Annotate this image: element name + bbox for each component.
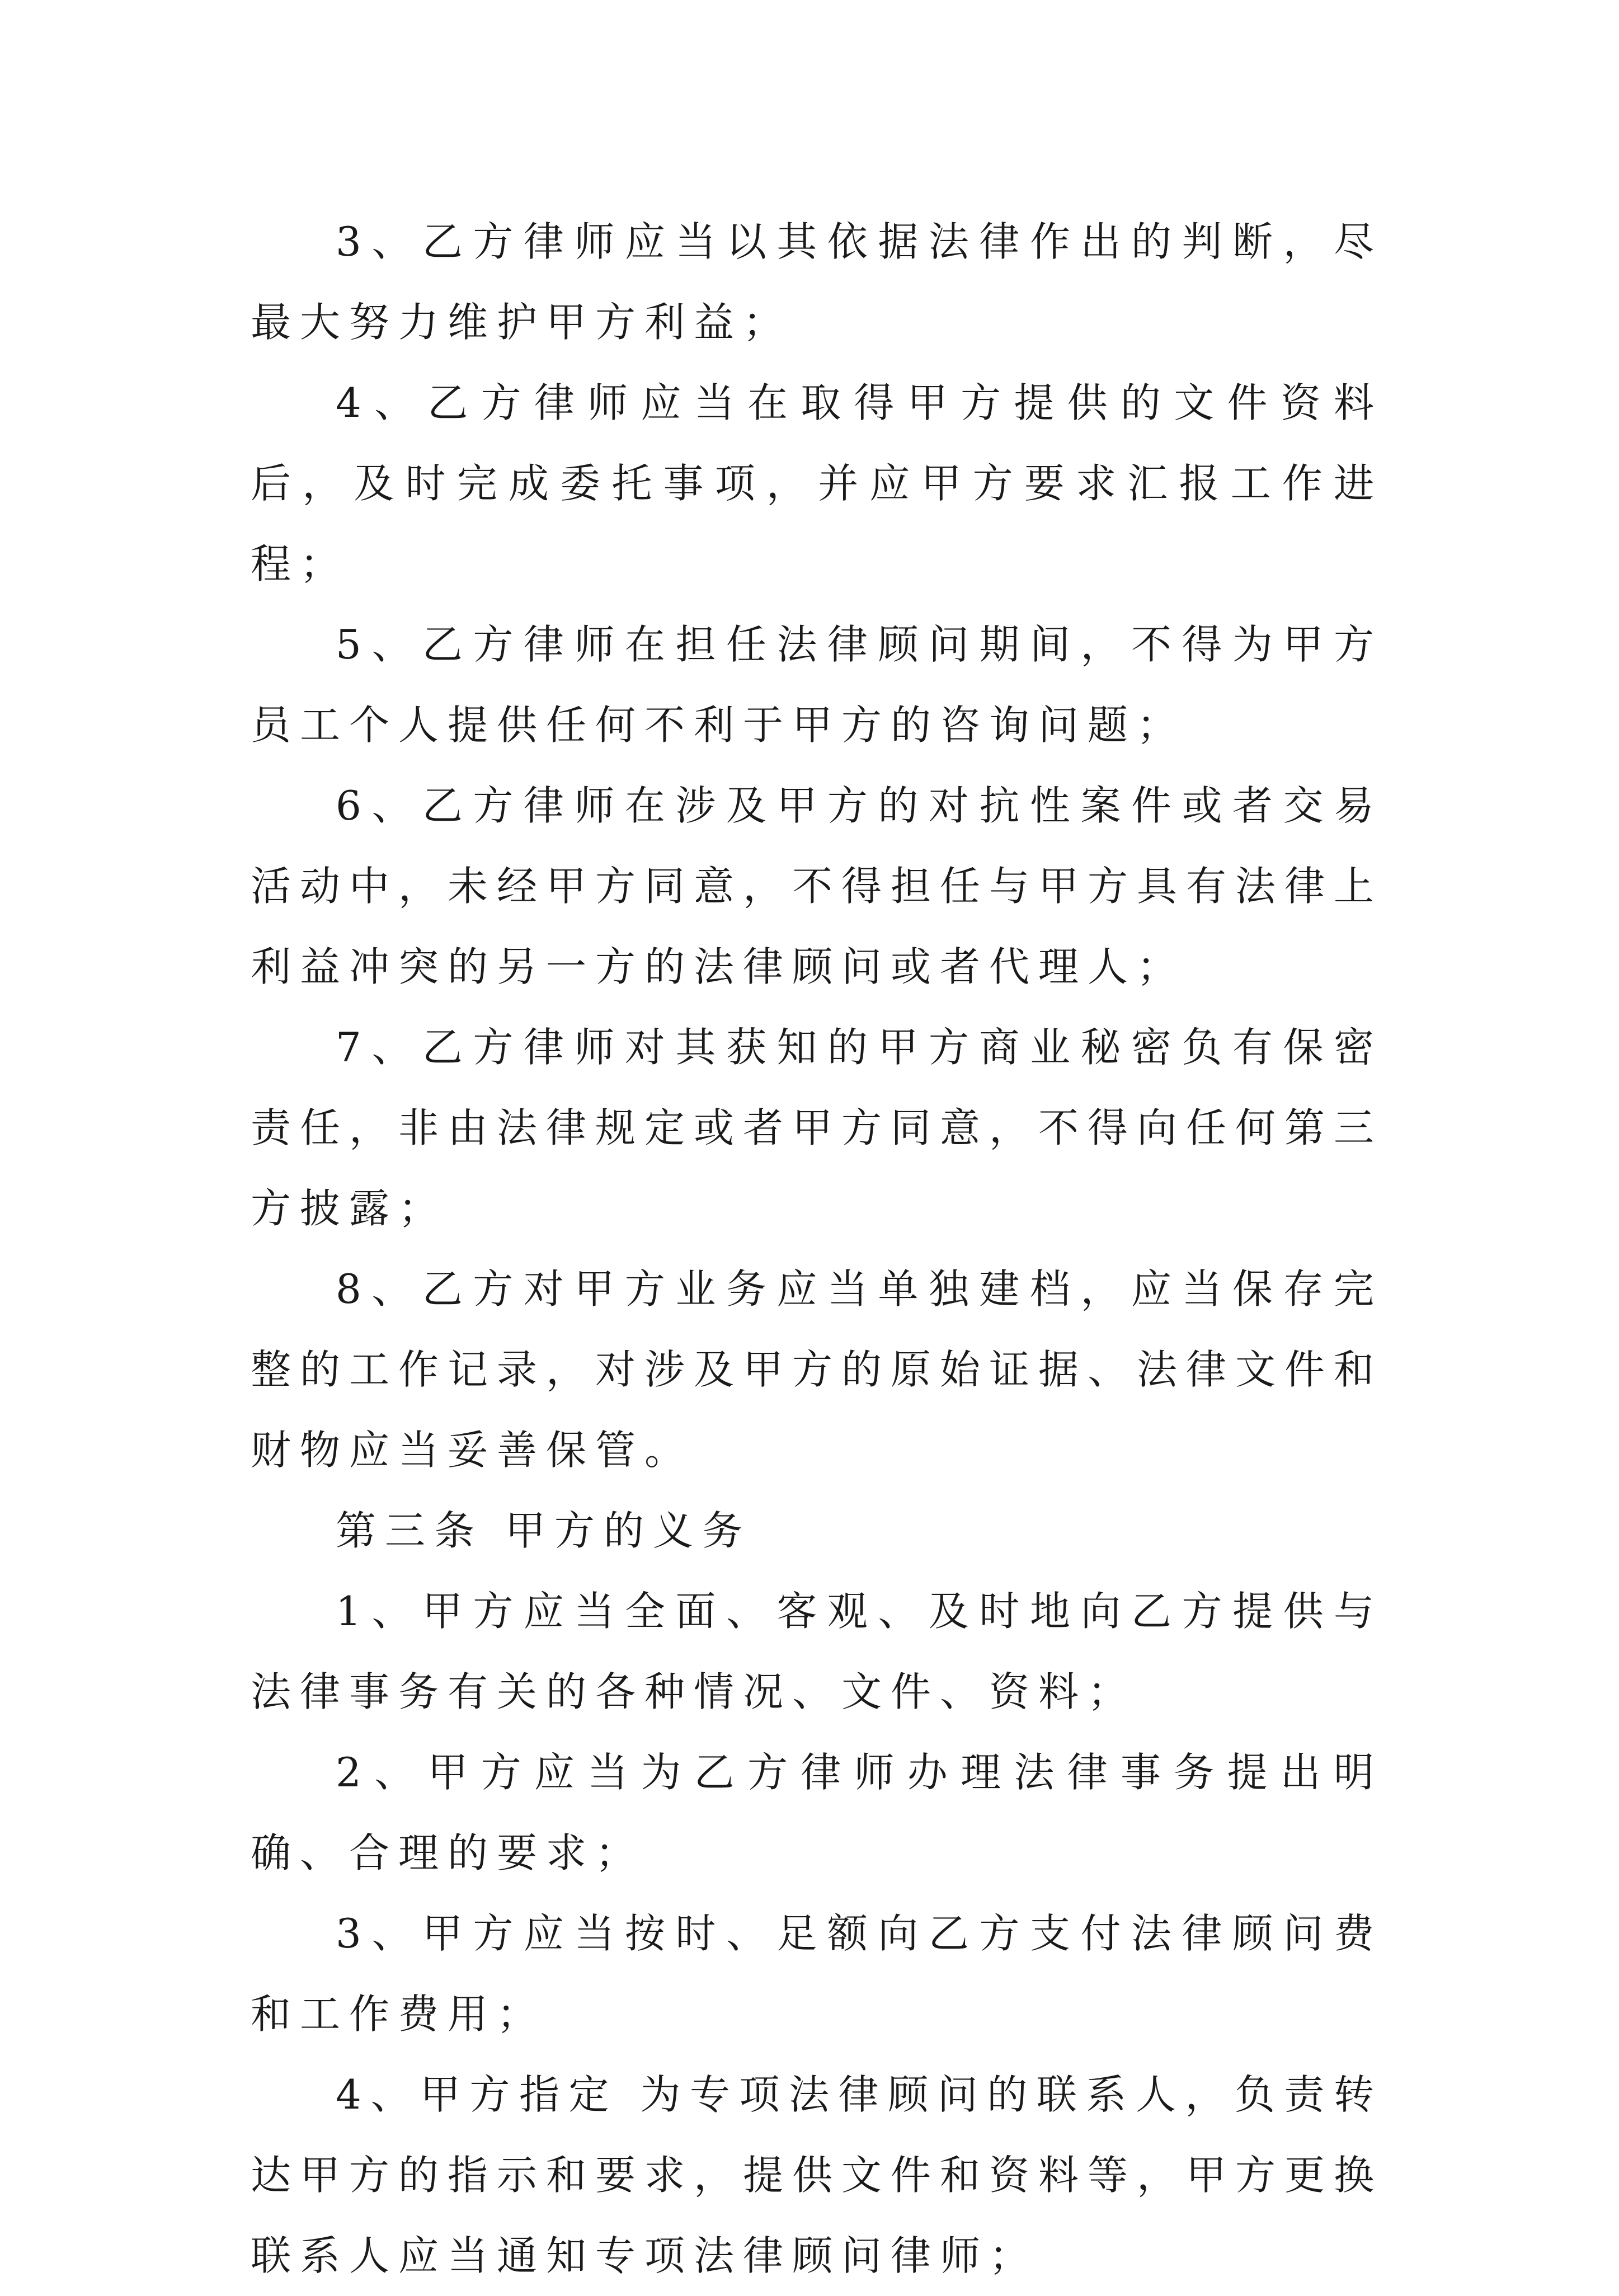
clause-paragraph-3: 3、乙方律师应当以其依据法律作出的判断，尽最大努力维护甲方利益； bbox=[251, 218, 1383, 346]
clause-paragraph-6: 6、乙方律师在涉及甲方的对抗性案件或者交易活动中，未经甲方同意，不得担任与甲方具有法律上利益冲突的另一方的法律顾问或者代理人； bbox=[251, 782, 1383, 990]
obligation-paragraph-1: 1、甲方应当全面、客观、及时地向乙方提供与法律事务有关的各种情况、文件、资料； bbox=[251, 1588, 1383, 1715]
obligation-paragraph-4: 4、甲方指定 为专项法律顾问的联系人，负责转达甲方的指示和要求，提供文件和资料等，甲方更换联系人应当通知专项法律顾问律师； bbox=[251, 2071, 1383, 2279]
obligation-paragraph-2: 2、甲方应当为乙方律师办理法律事务提出明确、合理的要求； bbox=[251, 1749, 1383, 1876]
section-heading: 第三条 甲方的义务 bbox=[336, 1507, 751, 1554]
clause-paragraph-8: 8、乙方对甲方业务应当单独建档，应当保存完整的工作记录，对涉及甲方的原始证据、法律文件和财物应当妥善保管。 bbox=[251, 1265, 1383, 1474]
clause-paragraph-5: 5、乙方律师在担任法律顾问期间，不得为甲方员工个人提供任何不利于甲方的咨询问题； bbox=[251, 621, 1383, 749]
document-body bbox=[251, 201, 1383, 2296]
clause-paragraph-7: 7、乙方律师对其获知的甲方商业秘密负有保密责任，非由法律规定或者甲方同意，不得向任何第三方披露； bbox=[251, 1024, 1383, 1232]
clause-paragraph-4: 4、乙方律师应当在取得甲方提供的文件资料后，及时完成委托事项，并应甲方要求汇报工作进程； bbox=[251, 379, 1383, 587]
obligation-paragraph-3: 3、甲方应当按时、足额向乙方支付法律顾问费和工作费用； bbox=[251, 1910, 1383, 2038]
